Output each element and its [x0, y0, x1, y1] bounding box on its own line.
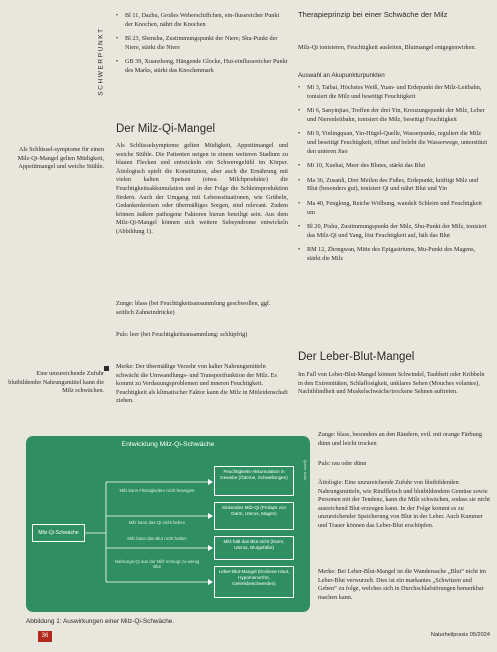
diagram-source-node: Milz-Qi-Schwäche: [32, 524, 85, 542]
diagram-side-caption-text: Quelle: Autor: [303, 459, 307, 481]
diagram-target-node: Milz hält das Blut nicht (Darm, Uterus, Blutgefäße): [214, 536, 294, 560]
therapie-paragraph: Milz-Qi tonisieren, Feuchtigkeit ausleiten, Blutmangel entgegenwirken.: [298, 44, 477, 51]
leber-aetiologie: Ätiologie: Eine unzureichende Zufuhr von blutbildenden Nahrungsmitteln, wie Rindfleisch und blutbildendem Gemüse sowie Personen mit der Tendenz, kann die Milz schwächen, sodass sie nicht ausreichend Blut erzeugen kann. In der Folge kommt es zu unzureichender Speicherung von Blut in der Leber. Auch Kummer und Trauer können das Leber-Blut erschöpfen.: [318, 479, 490, 529]
top-point-list: [116, 12, 288, 82]
list-item: • Mi 3, Taibai, Höchstes Weiß, Yuan- und Erdepunkt der Milz-Leitbahn, tonisiert die Milz und beseitigt Feuchtigkeit: [298, 84, 490, 101]
list-item: • Bl 20, Pishu, Zustimmungspunkt der Milz, Shu-Punkt der Milz, tonisiert das Milz-Qi und Yang, löst Feuchtigkeit auf, hält das Blut: [298, 223, 490, 240]
heading-therapieprinzip: Therapieprinzip bei einer Schwäche der Milz: [298, 10, 448, 19]
vertical-section-label: [94, 20, 108, 110]
milz-zunge: Zunge: blass (bei Feuchtigkeitsansammlung geschwollen, ggf. seitlich Zahneindrücke): [116, 300, 271, 316]
side-note-blut: Eine unzureichende Zufuhr blutbildender Nahrungsmittel kann die Milz schwächen.: [8, 370, 104, 395]
akupunktur-list: [298, 84, 490, 270]
leber-paragraph: Im Fall von Leber-Blut-Mangel können Schwindel, Taubheit oder Kribbeln in den Extremitäten, Schlaflosigkeit, unklares Sehen (Mouches volantes), Nachtblindheit und Muskelschwäche/trockene Sehnen auftreten.: [298, 371, 485, 396]
list-item: • Mi 6, Sanyinjiao, Treffen der drei Yin, Kreuzungspunkt der Milz, Leber und Nierenleitbahn, tonisiert die Milz, beseitigt Feuchtigkeit: [298, 107, 490, 124]
leber-puls: Puls: rau oder dünn: [318, 460, 367, 467]
list-item: • Ma 36, Zusanli, Drei Meilen des Fußes, Erdepunkt, kräftigt Milz und Blut (besonders gut), tonisiert Qi und nährt Blut und Yin: [298, 177, 490, 194]
side-note-milz: Als Schlüssel-symptome für einen Milz-Qi-Mangel gelten Müdigkeit, Appetitmangel und weiche Stühle.: [17, 146, 104, 171]
vertical-label-text: SCHWERPUNKT: [97, 27, 105, 96]
merke-paragraph: Merke: Der übermäßige Verzehr von kalter Nahrungsmitteln schwächt die Umwandlungs- und Transportfunktion der Milz. Es kommt zu Verdauungsproblemen und inneren Feuchtigkeit. Feuchtigkeit als klimatischer Faktor kann die Milz in Mitleidenschaft ziehen.: [116, 363, 288, 405]
footer-journal: Naturheilpraxis 05/2024: [430, 632, 490, 638]
diagram-path-label: Milz kann Flüssigkeiten nicht bewegen: [119, 488, 195, 493]
milz-paragraph: Als Schlüsselsymptome gelten Müdigkeit, Appetitmangel und weiche Stühle. Die Patienten neigen in einem weiteren Stadium zu blauen Flecken und entwickeln ein Schweregefühl im Körper. Ätiologisch spielt die Konstitution, aber auch die Ernährung mit vielen kalten Speisen (etwa Milchprodukte) die Feuchtigkeitsakkumulation und in der Folge die Schleimproduktion fördern. Auch der Umgang mit Lebenssituationen, wie Grübeln, Gedankenkreisen oder übermäßiges Sorgen, sind relevant. Zudem können äußere pathogene Faktoren hieran beteiligt sein. Aus dem Milz-Qi-Mangel können sich weitere Subsyndrome entwickeln (Abbildung 1).: [116, 142, 288, 235]
diagram-title: Entwicklung Milz-Qi-Schwäche: [121, 441, 215, 448]
list-item: • Ma 40, Fenglong, Reiche Wölbung, wandelt Schleim und Feuchtigkeit um: [298, 200, 490, 217]
milz-puls: Puls: leer (bei Feuchtigkeitsansammlung: schlüpfrig): [116, 331, 248, 338]
akupunktur-subheading: Auswahl an Akupunkturpunkten: [298, 72, 385, 79]
diagram-target-node: Sinkendes Milz-Qi (Prolaps von Darm, Uterus, Magen): [214, 502, 294, 530]
page-number-block: 36: [38, 631, 52, 642]
diagram-target-node: Feuchtigkeits-Akkumulation in Gewebe (Ödeme, Schwellungen): [214, 466, 294, 496]
diagram-path-label: Milz kann das Blut nicht halten: [127, 536, 187, 541]
leber-merke: Merke: Bei Leber-Blut-Mangel ist die Wandersache „Blut“ nicht im Leber-Blut verwurzelt. Dies ist ein markantes „Schwitzen und Geben“ zu folge, welches sich in Durchschlafstörungen bemerkbar machen kann.: [318, 568, 486, 601]
diagram-path-label: Nahrungs-Qi aus der Milz erzeugt zu wenig Blut: [114, 559, 200, 570]
heading-milz-qi-mangel: Der Milz-Qi-Mangel: [116, 123, 216, 135]
diagram-target-node: Leber-Blut-Mangel (trockene Haut, Hypomenorrhö, Gelenkbeschwerden): [214, 566, 294, 598]
list-item: • RM 12, Zhongwan, Mitte des Epigastriums, Mu-Punkt des Magens, stärkt die Milz: [298, 246, 490, 263]
list-item: • Bl 11, Dazhu, Großes Weberschiffchen, ein-flussreicher Punkt der Knochen, nährt die Knochen: [116, 12, 288, 29]
diagram-path-label: Milz kann das Qi nicht heben: [128, 520, 186, 525]
list-item: • GB 39, Xuanzhong, Hängende Glocke, Hui-einflussreicher Punkt des Marks, stärkt das Knochenmark: [116, 58, 288, 75]
figure-caption: Abbildung 1: Auswirkungen einer Milz-Qi-Schwäche.: [26, 618, 175, 625]
leber-zunge: Zunge: blass, besonders an den Rändern, evtl. mit orange Färbung dünn und leicht trocken: [318, 431, 482, 447]
list-item: • Mi 9, Yinlingquan, Yin-Hügel-Quelle, Wasserpunkt, reguliert die Milz und beseitigt Feuchtigkeit, öffnet und belebt die Wasserwege, unterstützt den unteren Jiao: [298, 130, 490, 156]
list-item: • Mi 10, Xuehai, Meer des Blutes, stärkt das Blut: [298, 162, 490, 171]
figure-diagram: [26, 436, 310, 612]
merke-marker-icon: [104, 366, 109, 371]
list-item: • Bl 23, Shenshu, Zustimmungspunkt der Niere; Shu-Punkt der Niere, stärkt die Niere: [116, 35, 288, 52]
heading-leber-blut-mangel: Der Leber-Blut-Mangel: [298, 351, 415, 363]
